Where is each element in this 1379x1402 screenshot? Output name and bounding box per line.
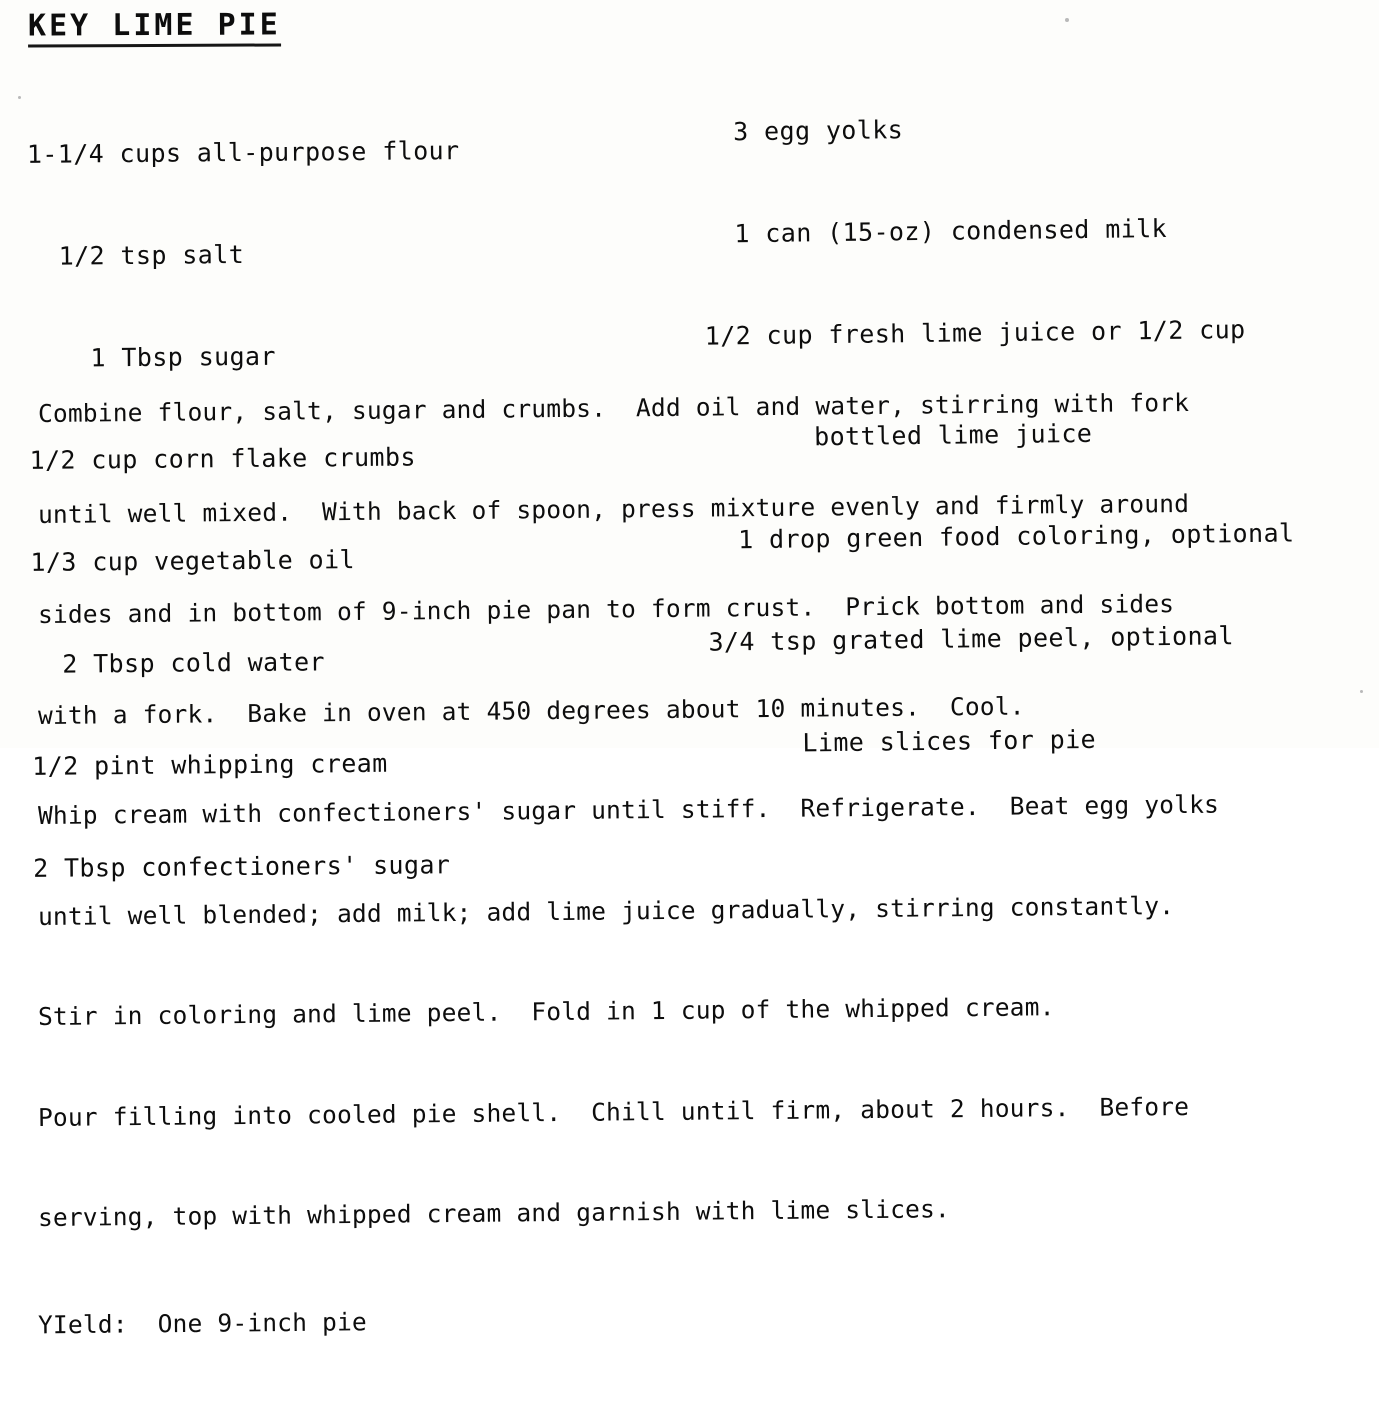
ingredient-item: 1/2 cup fresh lime juice or 1/2 cup	[704, 314, 1246, 351]
ingredient-item: 3/4 tsp grated lime peel, optional	[708, 621, 1234, 657]
paper-speck	[18, 96, 21, 99]
ingredient-item: 3 egg yolks	[702, 115, 904, 147]
ingredient-item: bottled lime juice	[705, 418, 1093, 453]
method-line: Pour filling into cooled pie shell. Chill until firm, about 2 hours. Before	[37, 1091, 1190, 1132]
ingredient-item: Lime slices for pie	[709, 724, 1097, 759]
method-line: serving, top with whipped cream and garnish with lime slices.	[37, 1194, 951, 1232]
ingredient-item: 1/2 cup corn flake crumbs	[29, 442, 416, 475]
ingredient-item: 1 Tbsp sugar	[28, 341, 277, 373]
page-title: KEY LIME PIE	[28, 7, 281, 47]
yield-line: YIeld: One 9-inch pie	[37, 1306, 368, 1339]
method-line: Whip cream with confectioners' sugar until stiff. Refrigerate. Beat egg yolks	[37, 789, 1220, 830]
method-line: with a fork. Bake in oven at 450 degrees about 10 minutes. Cool.	[37, 691, 1025, 730]
method-line: sides and in bottom of 9-inch pie pan to form crust. Prick bottom and sides	[37, 589, 1175, 629]
ingredient-item: 1/3 cup vegetable oil	[30, 545, 356, 577]
ingredient-item: 1-1/4 cups all-purpose flour	[26, 136, 460, 169]
ingredient-item: 2 Tbsp confectioners' sugar	[32, 850, 451, 883]
ingredient-item: 2 Tbsp cold water	[31, 647, 326, 679]
method-line: Combine flour, salt, sugar and crumbs. Add oil and water, stirring with fork	[37, 387, 1190, 428]
ingredient-item: 1 can (15-oz) condensed milk	[703, 213, 1168, 249]
method-line: until well blended; add milk; add lime juice gradually, stirring constantly.	[37, 890, 1175, 931]
method-line: Stir in coloring and lime peel. Fold in 1 cup of the whipped cream.	[37, 992, 1055, 1031]
ingredient-item: 1/2 tsp salt	[27, 240, 245, 271]
ingredient-item: 1/2 pint whipping cream	[32, 748, 388, 781]
paper-speck	[1065, 18, 1069, 22]
ingredient-item: 1 drop green food coloring, optional	[707, 518, 1295, 555]
method-line: until well mixed. With back of spoon, press mixture evenly and firmly around	[37, 488, 1190, 529]
method-block	[38, 330, 1368, 1402]
